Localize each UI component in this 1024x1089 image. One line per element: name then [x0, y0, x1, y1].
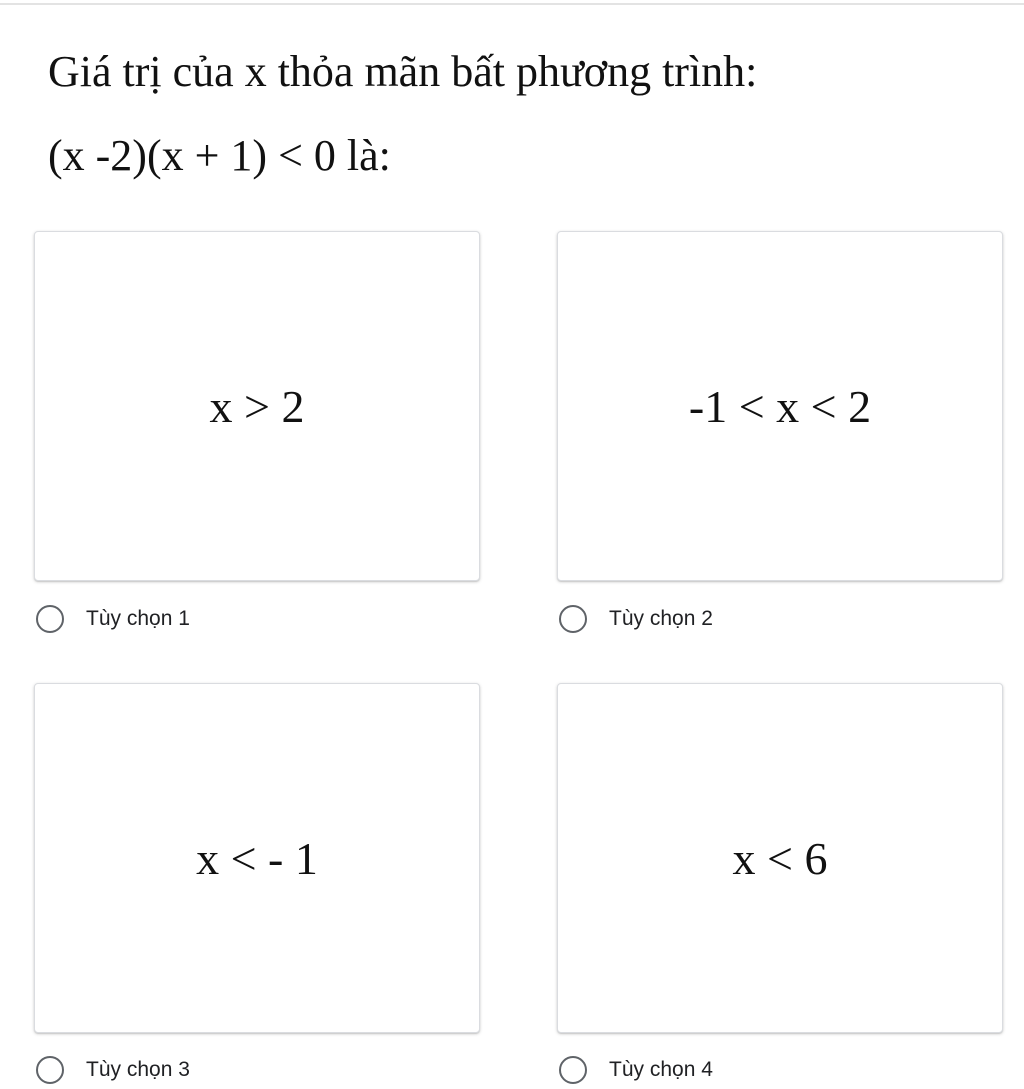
choice-card-3-math: x < - 1	[196, 832, 318, 884]
top-divider	[0, 3, 1024, 5]
choice-card-3[interactable]	[34, 683, 480, 1033]
choice-option-1[interactable]	[36, 603, 190, 635]
choice-card-1[interactable]	[34, 231, 480, 581]
radio-button-1[interactable]	[36, 605, 64, 633]
choice-label-1: Tùy chọn 1	[86, 607, 190, 630]
question-text	[48, 30, 1008, 198]
choice-card-1-math: x > 2	[209, 380, 305, 432]
choice-card-2[interactable]	[557, 231, 1003, 581]
choice-card-4[interactable]	[557, 683, 1003, 1033]
question-line-2: (x -2)(x + 1) < 0 là:	[48, 131, 391, 180]
radio-button-4[interactable]	[559, 1056, 587, 1084]
choice-label-2: Tùy chọn 2	[609, 607, 713, 630]
choice-option-4[interactable]	[559, 1054, 713, 1086]
choice-card-4-math: x < 6	[732, 832, 828, 884]
question-line-1: Giá trị của x thỏa mãn bất phương trình:	[48, 47, 758, 96]
choice-label-3: Tùy chọn 3	[86, 1058, 190, 1081]
radio-button-2[interactable]	[559, 605, 587, 633]
choice-card-2-math: -1 < x < 2	[688, 380, 872, 432]
choice-label-4: Tùy chọn 4	[609, 1058, 713, 1081]
choice-option-2[interactable]	[559, 603, 713, 635]
choice-option-3[interactable]	[36, 1054, 190, 1086]
radio-button-3[interactable]	[36, 1056, 64, 1084]
